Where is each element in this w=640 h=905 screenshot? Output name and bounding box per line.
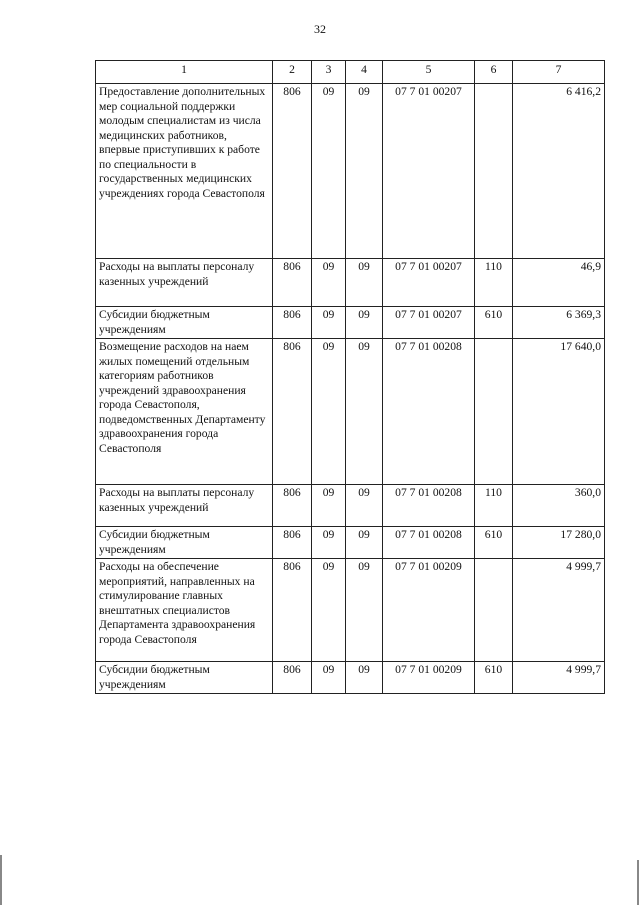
amount: 4 999,7 <box>513 662 605 694</box>
amount: 360,0 <box>513 485 605 527</box>
column-header: 2 <box>273 61 312 84</box>
section-code: 09 <box>312 559 346 662</box>
table-row <box>96 527 605 559</box>
amount: 17 640,0 <box>513 339 605 485</box>
table-row <box>96 84 605 259</box>
table-row <box>96 485 605 527</box>
target-article-code: 07 7 01 00209 <box>383 662 475 694</box>
section-code: 09 <box>312 259 346 307</box>
column-header: 7 <box>513 61 605 84</box>
expense-name: Расходы на выплаты персоналу казенных учреждений <box>96 259 273 307</box>
subsection-code: 09 <box>346 662 383 694</box>
amount: 4 999,7 <box>513 559 605 662</box>
subsection-code: 09 <box>346 485 383 527</box>
ministry-code: 806 <box>273 339 312 485</box>
subsection-code: 09 <box>346 339 383 485</box>
ministry-code: 806 <box>273 662 312 694</box>
amount: 46,9 <box>513 259 605 307</box>
table-row <box>96 559 605 662</box>
ministry-code: 806 <box>273 259 312 307</box>
section-code: 09 <box>312 84 346 259</box>
expense-type-code <box>475 339 513 485</box>
subsection-code: 09 <box>346 527 383 559</box>
section-code: 09 <box>312 527 346 559</box>
subsection-code: 09 <box>346 84 383 259</box>
expense-name: Субсидии бюджетным учреждениям <box>96 527 273 559</box>
expense-name: Возмещение расходов на наем жилых помещений отдельным категориям работников учреждений здравоохранения города Севастополя, подведомственных Департаменту здравоохранения города Севастополя <box>96 339 273 485</box>
target-article-code: 07 7 01 00207 <box>383 84 475 259</box>
subsection-code: 09 <box>346 259 383 307</box>
section-code: 09 <box>312 307 346 339</box>
amount: 6 369,3 <box>513 307 605 339</box>
ministry-code: 806 <box>273 84 312 259</box>
section-code: 09 <box>312 662 346 694</box>
expense-type-code: 610 <box>475 662 513 694</box>
expense-type-code: 110 <box>475 259 513 307</box>
target-article-code: 07 7 01 00207 <box>383 307 475 339</box>
expense-name: Расходы на выплаты персоналу казенных учреждений <box>96 485 273 527</box>
subsection-code: 09 <box>346 307 383 339</box>
ministry-code: 806 <box>273 485 312 527</box>
table-row <box>96 339 605 485</box>
expense-name: Расходы на обеспечение мероприятий, направленных на стимулирование главных внештатных специалистов Департамента здравоохранения города Севастополя <box>96 559 273 662</box>
expense-type-code: 610 <box>475 527 513 559</box>
column-header: 1 <box>96 61 273 84</box>
table-row <box>96 259 605 307</box>
expense-type-code: 110 <box>475 485 513 527</box>
column-header: 3 <box>312 61 346 84</box>
amount: 17 280,0 <box>513 527 605 559</box>
target-article-code: 07 7 01 00207 <box>383 259 475 307</box>
column-header: 5 <box>383 61 475 84</box>
target-article-code: 07 7 01 00208 <box>383 527 475 559</box>
amount: 6 416,2 <box>513 84 605 259</box>
table-header-row <box>96 61 605 84</box>
expense-type-code <box>475 84 513 259</box>
page-number: 32 <box>314 22 326 36</box>
target-article-code: 07 7 01 00208 <box>383 339 475 485</box>
ministry-code: 806 <box>273 527 312 559</box>
table-row <box>96 662 605 694</box>
column-header: 4 <box>346 61 383 84</box>
section-code: 09 <box>312 485 346 527</box>
expense-type-code <box>475 559 513 662</box>
target-article-code: 07 7 01 00208 <box>383 485 475 527</box>
ministry-code: 806 <box>273 307 312 339</box>
ministry-code: 806 <box>273 559 312 662</box>
expense-type-code: 610 <box>475 307 513 339</box>
scan-edge-right <box>637 860 639 905</box>
budget-table <box>95 60 605 694</box>
table-row <box>96 307 605 339</box>
expense-name: Субсидии бюджетным учреждениям <box>96 662 273 694</box>
scan-edge-left <box>0 855 2 905</box>
column-header: 6 <box>475 61 513 84</box>
section-code: 09 <box>312 339 346 485</box>
target-article-code: 07 7 01 00209 <box>383 559 475 662</box>
expense-name: Субсидии бюджетным учреждениям <box>96 307 273 339</box>
expense-name: Предоставление дополнительных мер социальной поддержки молодым специалистам из числа медицинских работников, впервые приступивших к работе по специальности в государственных медицинских учреждениях города Севастополя <box>96 84 273 259</box>
subsection-code: 09 <box>346 559 383 662</box>
